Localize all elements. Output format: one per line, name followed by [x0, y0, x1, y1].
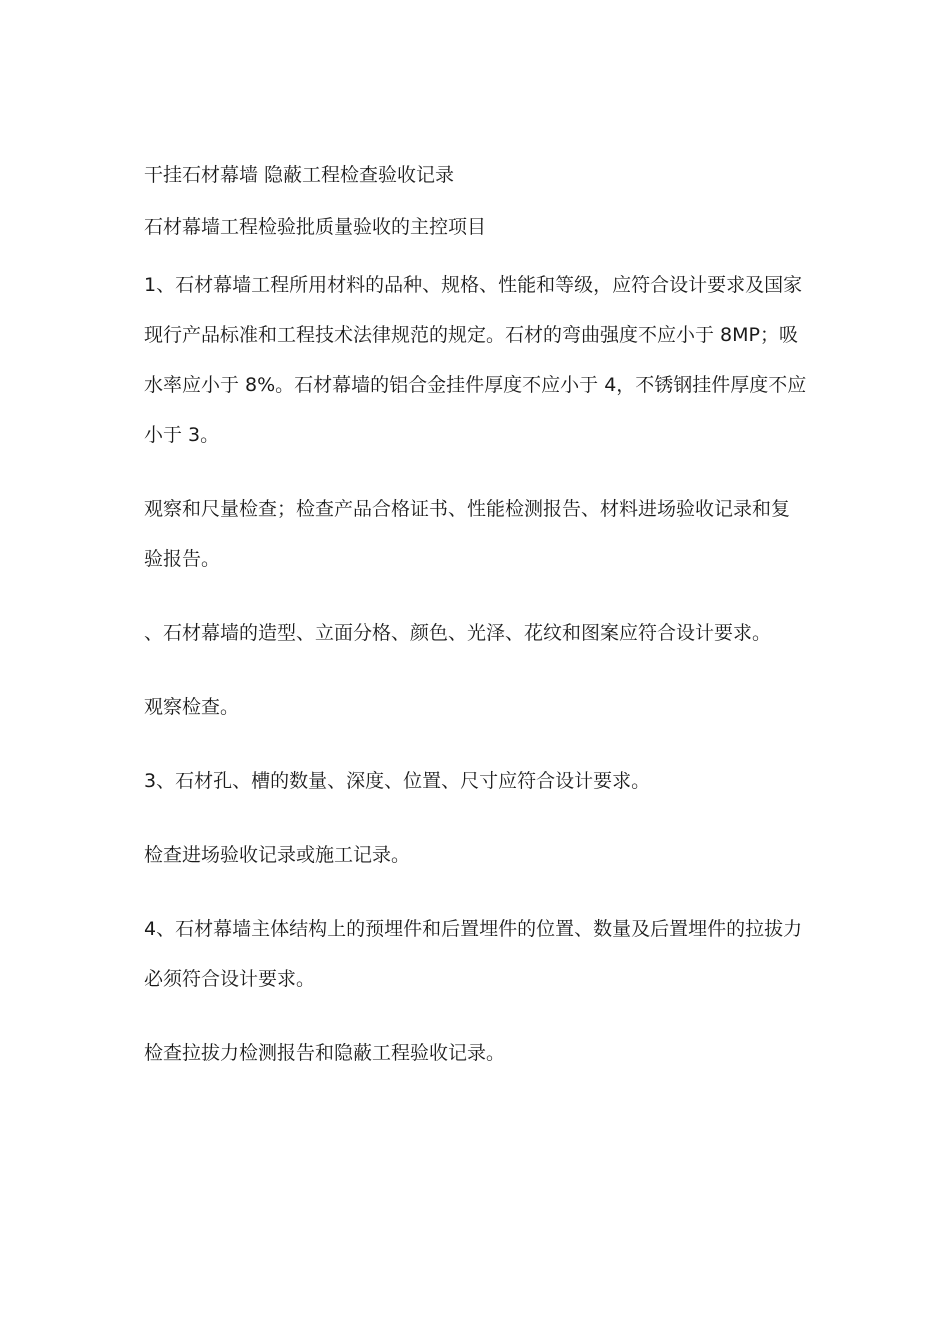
paragraph-line: 3、石材孔、槽的数量、深度、位置、尺寸应符合设计要求。: [144, 770, 651, 792]
paragraph-line: 检查拉拔力检测报告和隐蔽工程验收记录。: [144, 1042, 506, 1064]
paragraph-item-2: [144, 608, 814, 658]
paragraph-line: 检查进场验收记录或施工记录。: [144, 844, 411, 866]
paragraph-item-1: [144, 260, 814, 460]
paragraph-check-method-2: [144, 682, 814, 732]
paragraph-line: 观察检查。: [144, 696, 240, 718]
paragraph-line: 现行产品标准和工程技术法律规范的规定。石材的弯曲强度不应小于 8MP；吸: [144, 324, 798, 346]
paragraph-check-method-4: [144, 1028, 814, 1078]
document-title: 干挂石材幕墙 隐蔽工程检查验收记录: [144, 164, 455, 186]
paragraph-check-method-1: [144, 484, 814, 584]
paragraph-line: 验报告。: [144, 548, 221, 570]
paragraph-item-3: [144, 756, 814, 806]
paragraph-check-method-3: [144, 830, 814, 880]
document-content: [144, 158, 814, 1078]
paragraph-line: 观察和尺量检查；检查产品合格证书、性能检测报告、材料进场验收记录和复: [144, 498, 791, 520]
paragraph-line: 4、石材幕墙主体结构上的预埋件和后置埋件的位置、数量及后置埋件的拉拔力: [144, 918, 803, 940]
paragraph-line: 水率应小于 8%。石材幕墙的铝合金挂件厚度不应小于 4，不锈钢挂件厚度不应: [144, 374, 807, 396]
paragraph-line: 、石材幕墙的造型、立面分格、颜色、光泽、花纹和图案应符合设计要求。: [144, 622, 772, 644]
document-subtitle: 石材幕墙工程检验批质量验收的主控项目: [144, 216, 487, 238]
paragraph-item-4: [144, 904, 814, 1004]
paragraph-line: 必须符合设计要求。: [144, 968, 316, 990]
paragraph-line: 1、石材幕墙工程所用材料的品种、规格、性能和等级，应符合设计要求及国家: [144, 274, 803, 296]
paragraph-line: 小于 3。: [144, 424, 220, 446]
